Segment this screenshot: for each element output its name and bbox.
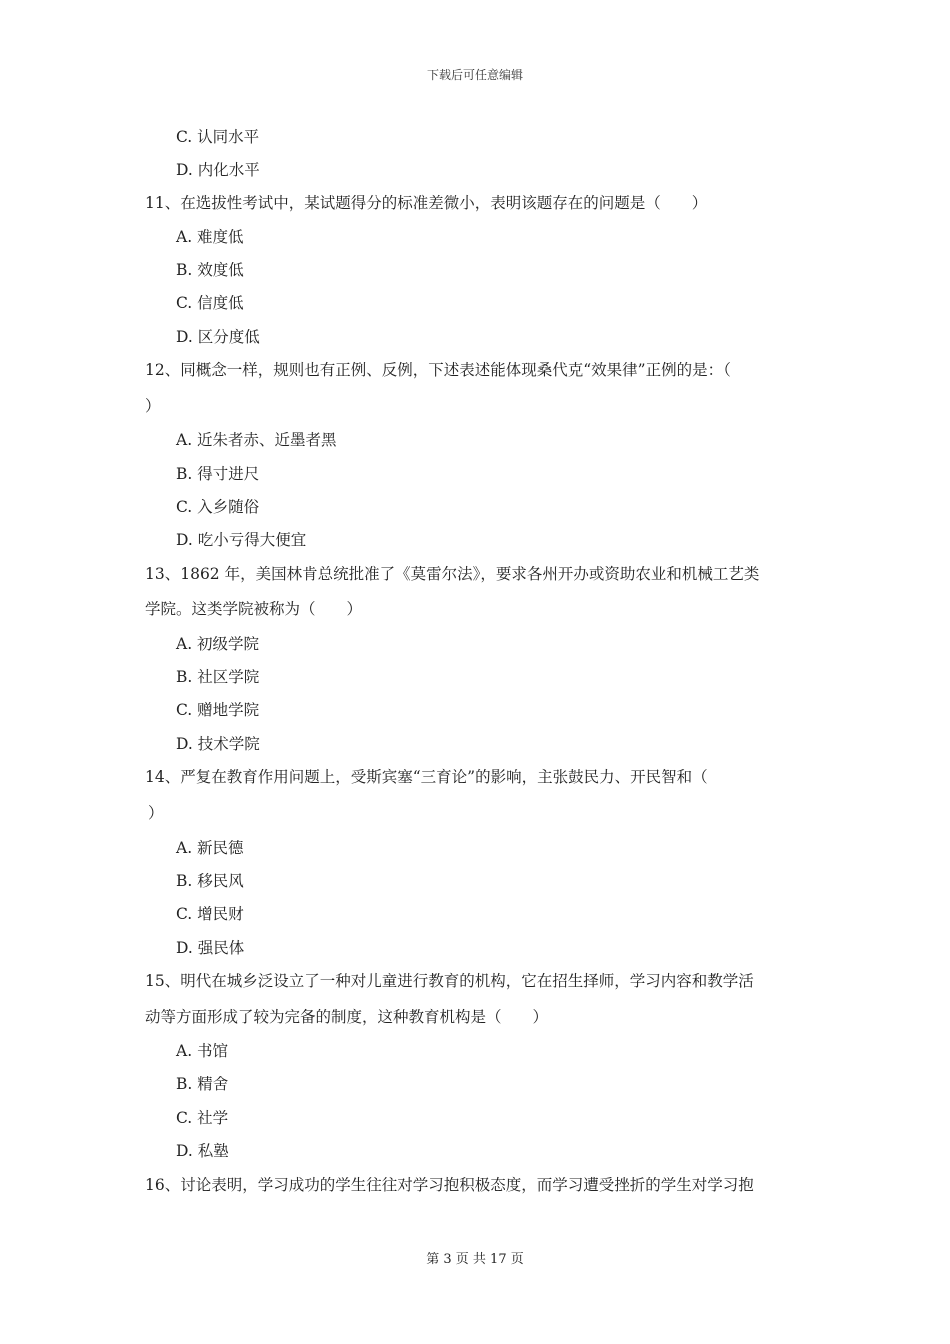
question-15-continuation: 动等方面形成了较为完备的制度，这种教育机构是（ ） (145, 1008, 549, 1026)
option-a-q11: A. 难度低 (176, 228, 244, 246)
option-b-q14: B. 移民风 (176, 872, 244, 890)
question-13-continuation: 学院。这类学院被称为（ ） (145, 600, 363, 618)
option-a-q13: A. 初级学院 (176, 635, 260, 653)
option-a-q12: A. 近朱者赤、近墨者黑 (176, 431, 337, 449)
option-c-q14: C. 增民财 (176, 905, 244, 923)
question-15: 15、明代在城乡泛设立了一种对儿童进行教育的机构，它在招生择师，学习内容和教学活 (145, 972, 754, 990)
option-c-q12: C. 入乡随俗 (176, 498, 260, 516)
option-b-q15: B. 精舍 (176, 1075, 229, 1093)
question-14: 14、严复在教育作用问题上，受斯宾塞“三育论”的影响，主张鼓民力、开民智和（ (145, 768, 708, 786)
option-c-q11: C. 信度低 (176, 294, 244, 312)
question-14-continuation: ） (148, 804, 164, 822)
question-16: 16、讨论表明，学习成功的学生往往对学习抱积极态度，而学习遭受挫折的学生对学习抱 (145, 1176, 754, 1194)
option-d-q12: D. 吃小亏得大便宜 (176, 531, 307, 549)
page-footer: 第 3 页 共 17 页 (426, 1252, 524, 1267)
option-c-q15: C. 社学 (176, 1109, 229, 1127)
question-12-continuation: ） (145, 397, 161, 415)
option-d-q15: D. 私塾 (176, 1142, 229, 1160)
option-d-q13: D. 技术学院 (176, 735, 260, 753)
option-b-q11: B. 效度低 (176, 261, 244, 279)
option-d-q14: D. 强民体 (176, 939, 245, 957)
option-c-q13: C. 赠地学院 (176, 701, 260, 719)
option-d-q11: D. 区分度低 (176, 328, 260, 346)
option-a-q14: A. 新民德 (176, 839, 244, 857)
question-12: 12、同概念一样，规则也有正例、反例，下述表述能体现桑代克“效果律”正例的是：（ (145, 361, 731, 379)
option-b-q13: B. 社区学院 (176, 668, 260, 686)
option-b-q12: B. 得寸进尺 (176, 465, 260, 483)
question-11: 11、在选拔性考试中，某试题得分的标准差微小，表明该题存在的问题是（ ） (145, 194, 708, 212)
page-header: 下载后可任意编辑 (426, 68, 523, 82)
question-13: 13、1862 年，美国林肯总统批准了《莫雷尔法》，要求各州开办或资助农业和机械工艺类 (145, 565, 760, 583)
option-d-q10: D. 内化水平 (176, 161, 260, 179)
option-a-q15: A. 书馆 (176, 1042, 229, 1060)
option-c-q10: C. 认同水平 (176, 128, 260, 146)
